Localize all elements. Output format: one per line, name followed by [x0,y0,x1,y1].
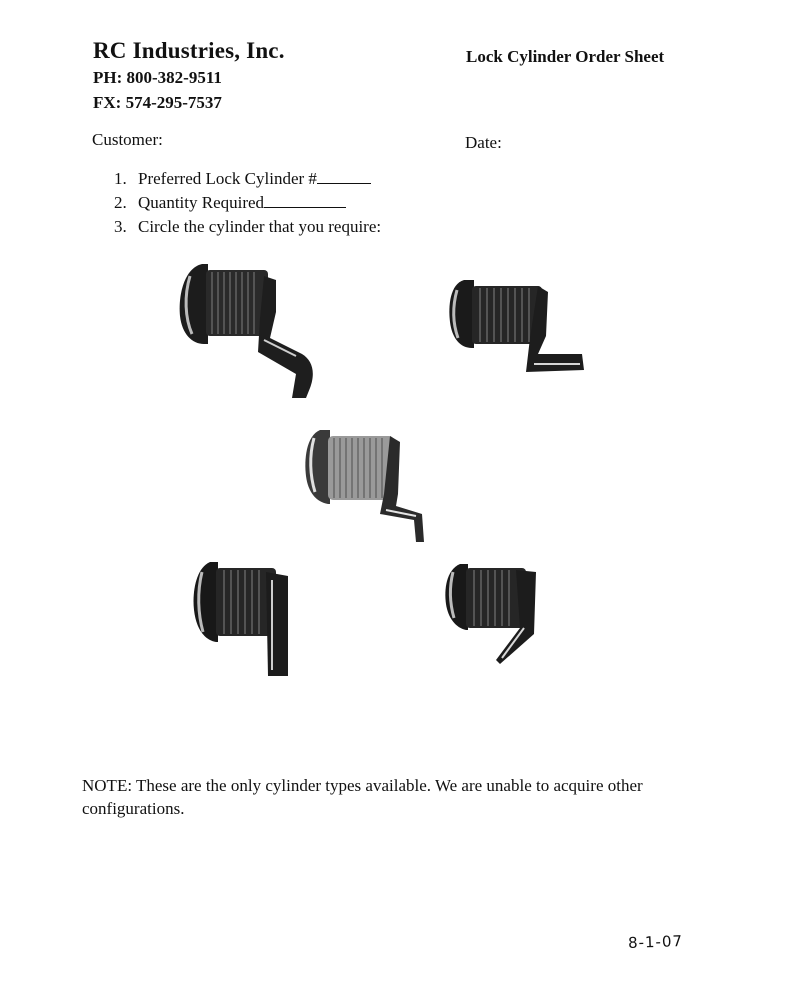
lock-number-blank[interactable] [317,168,371,184]
instruction-text: Quantity Required [138,193,265,212]
cylinder-option-4[interactable] [188,558,298,683]
instruction-number: 1. [114,169,127,188]
instruction-text: Preferred Lock Cylinder # [138,169,317,188]
instruction-item [114,216,381,240]
cylinder-option-3[interactable] [300,424,435,549]
cylinder-option-5[interactable] [440,558,550,668]
sheet-title: Lock Cylinder Order Sheet [466,47,665,66]
quantity-blank[interactable] [264,192,346,208]
instruction-item [114,192,381,216]
handwritten-date: 8-1-07 [627,932,684,952]
cylinder-option-2[interactable] [442,276,592,381]
phone-number: PH: 800-382-9511 [93,68,222,87]
instruction-item [114,168,381,192]
instruction-number: 2. [114,193,127,212]
instruction-text: Circle the cylinder that you require: [138,217,382,236]
date-label: Date: [465,133,502,152]
company-name: RC Industries, Inc. [93,38,285,63]
instruction-list [114,168,381,240]
instruction-number: 3. [114,217,127,236]
customer-label: Customer: [92,130,163,149]
fax-number: FX: 574-295-7537 [93,93,222,112]
cylinder-option-1[interactable] [172,256,322,406]
availability-note: NOTE: These are the only cylinder types available. We are unable to acquire other configurations. [82,776,643,818]
